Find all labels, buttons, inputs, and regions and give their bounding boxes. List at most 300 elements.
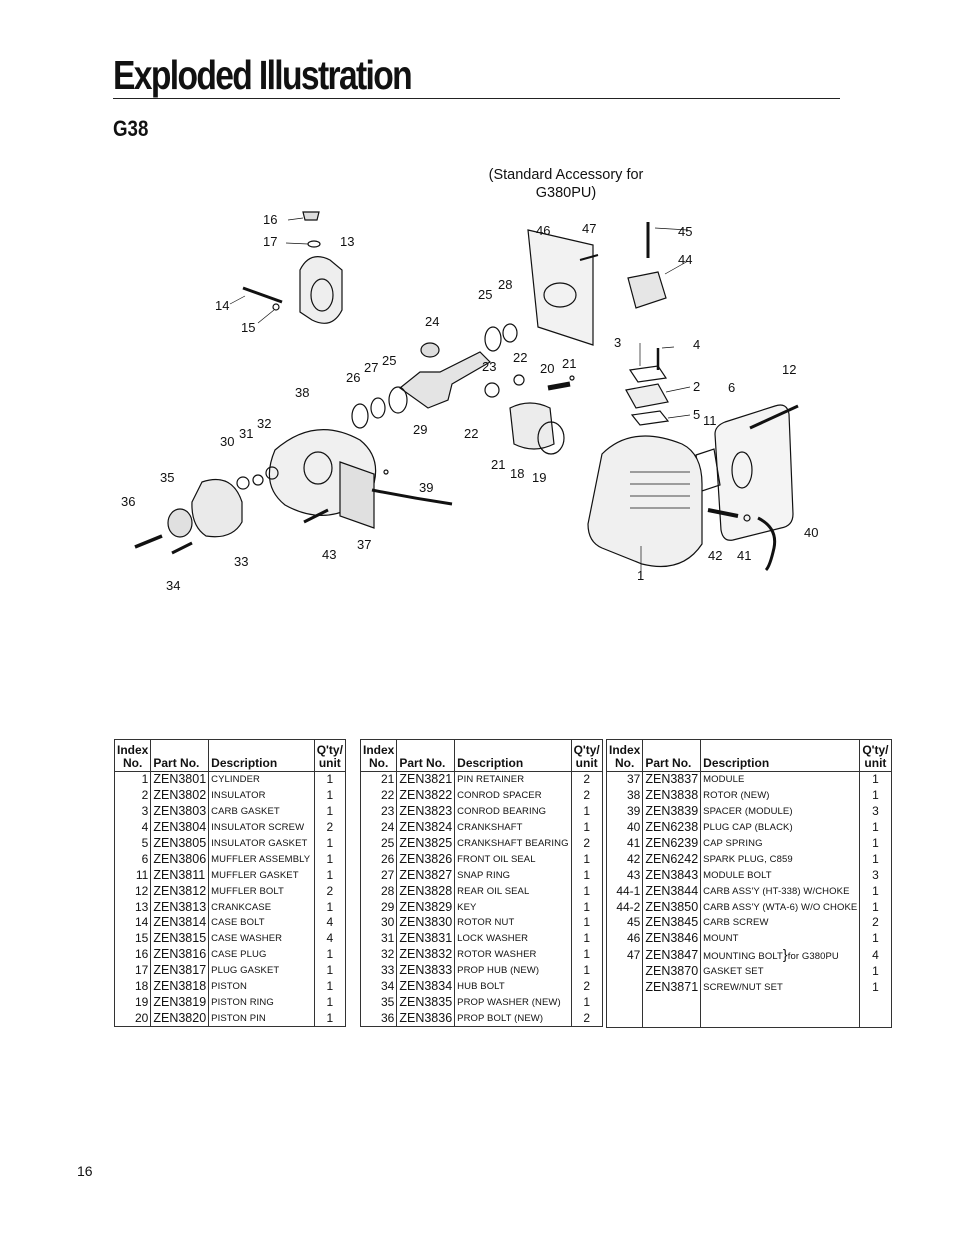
callout-30: 30 (220, 434, 235, 449)
callout-22-bottom: 22 (464, 426, 479, 441)
description-cell: CRANKSHAFT (455, 820, 571, 836)
crankcase-part (300, 257, 342, 324)
description-cell: SPACER (MODULE) (701, 804, 860, 820)
part-no-cell: ZEN3817 (151, 963, 209, 979)
g380pu-note: for G380PU (787, 950, 839, 962)
part-no-cell: ZEN3824 (397, 820, 455, 836)
conrod-spacer-part (514, 375, 524, 385)
index-cell: 43 (626, 867, 641, 882)
index-cell: 47 (626, 947, 641, 962)
description-cell: SPARK PLUG, C859 (701, 851, 860, 867)
description-cell: PROP BOLT (NEW) (455, 1010, 571, 1026)
qty-cell (860, 996, 891, 1012)
qty-cell: 1 (860, 851, 891, 867)
description-cell: CAP SPRING (701, 836, 860, 852)
table-row (607, 1011, 892, 1027)
description-cell: MODULE (701, 772, 860, 788)
description-cell: PISTON (209, 979, 314, 995)
callout-26: 26 (346, 370, 361, 385)
header-index: Index No. (607, 740, 643, 772)
part-no-cell: ZEN3802 (151, 788, 209, 804)
qty-cell: 1 (571, 804, 602, 820)
prop-hub-part (192, 480, 242, 537)
table-row (607, 883, 892, 899)
description-cell: PROP WASHER (NEW) (455, 994, 571, 1010)
index-cell: 2 (141, 788, 149, 803)
description-cell: HUB BOLT (455, 979, 571, 995)
callout-3: 3 (614, 335, 622, 350)
table-row (361, 804, 603, 820)
crankshaft-bearing-front-part (389, 387, 407, 413)
qty-cell: 4 (314, 931, 345, 947)
qty-cell: 4 (860, 947, 891, 964)
mount-part (528, 230, 593, 345)
part-no-cell: ZEN3828 (397, 883, 455, 899)
index-cell: 19 (134, 994, 149, 1009)
callout-42: 42 (708, 548, 723, 563)
qty-cell: 1 (571, 899, 602, 915)
conrod-bearing-part (485, 383, 499, 397)
qty-cell: 3 (860, 804, 891, 820)
part-no-cell: ZEN3815 (151, 931, 209, 947)
qty-cell: 1 (571, 915, 602, 931)
description-cell: MOUNT (701, 931, 860, 947)
qty-cell: 1 (860, 820, 891, 836)
part-no-cell (643, 996, 701, 1012)
callout-44: 44 (678, 252, 693, 267)
part-no-cell: ZEN3816 (151, 947, 209, 963)
part-no-cell: ZEN3812 (151, 883, 209, 899)
part-no-cell: ZEN3818 (151, 979, 209, 995)
qty-cell: 1 (860, 788, 891, 804)
callout-29: 29 (413, 422, 428, 437)
case-plug-part (303, 212, 319, 220)
qty-cell: 1 (314, 851, 345, 867)
carb-gasket-part (630, 366, 666, 382)
description-cell (701, 996, 860, 1012)
description-cell: CRANKSHAFT BEARING (455, 836, 571, 852)
index-cell (607, 980, 643, 996)
index-cell: 16 (134, 947, 149, 962)
callout-23: 23 (482, 359, 497, 374)
header-qty: Q'ty/ unit (571, 740, 602, 772)
description-cell: PLUG CAP (BLACK) (701, 820, 860, 836)
callout-33: 33 (234, 554, 249, 569)
crankshaft-part (400, 352, 490, 408)
table-row (361, 931, 603, 947)
description-cell: CASE WASHER (209, 931, 314, 947)
part-no-cell: ZEN3870 (643, 964, 701, 980)
callout-39: 39 (419, 480, 434, 495)
carburetor-part (628, 272, 666, 308)
part-no-cell: ZEN3838 (643, 788, 701, 804)
callout-21-top: 21 (562, 356, 577, 371)
cylinder-part (588, 436, 702, 567)
qty-cell: 2 (571, 979, 602, 995)
part-no-cell: ZEN3819 (151, 994, 209, 1010)
callout-43: 43 (322, 547, 337, 562)
table-row (607, 899, 892, 915)
callout-47: 47 (582, 221, 597, 236)
index-cell: 21 (380, 772, 395, 787)
table-row (607, 804, 892, 820)
qty-cell: 1 (860, 883, 891, 899)
table-row (361, 772, 603, 788)
callout-38: 38 (295, 385, 310, 400)
index-cell: 5 (141, 836, 149, 850)
part-no-cell: ZEN3825 (397, 836, 455, 852)
part-no-cell (643, 1011, 701, 1027)
table-row (361, 883, 603, 899)
index-cell (607, 964, 643, 980)
table-row (361, 915, 603, 931)
qty-cell: 1 (314, 947, 345, 963)
part-no-cell: ZEN3844 (643, 883, 701, 899)
index-cell: 28 (380, 883, 395, 898)
qty-cell (860, 1011, 891, 1027)
qty-cell: 1 (571, 931, 602, 947)
callout-4: 4 (693, 337, 701, 352)
table-row (115, 788, 346, 804)
index-cell: 33 (380, 963, 395, 978)
table-row (361, 947, 603, 963)
description-cell: SCREW/NUT SET (701, 980, 860, 996)
description-cell: PISTON RING (209, 994, 314, 1010)
callout-15: 15 (241, 320, 256, 335)
rear-oil-seal-part (503, 324, 517, 342)
index-cell: 18 (134, 979, 149, 994)
table-row (115, 947, 346, 963)
pin-retainer-part (570, 376, 574, 380)
parts-table-3 (606, 739, 892, 1028)
qty-cell: 1 (860, 772, 891, 788)
table-row (361, 994, 603, 1010)
callout-25-front: 25 (382, 353, 397, 368)
table-row (115, 867, 346, 883)
qty-cell: 3 (860, 867, 891, 883)
description-cell: KEY (455, 899, 571, 915)
index-cell: 36 (380, 1010, 395, 1025)
model-heading: G38 (113, 116, 149, 141)
index-cell: 1 (141, 772, 149, 787)
part-no-cell: ZEN3832 (397, 947, 455, 963)
qty-cell: 2 (571, 772, 602, 788)
module-part (340, 462, 374, 528)
description-cell: CARB ASS'Y (HT-338) W/CHOKE (701, 883, 860, 899)
index-cell: 12 (134, 883, 149, 898)
index-cell: 34 (380, 979, 395, 994)
description-cell: CARB SCREW (701, 915, 860, 931)
index-cell: 22 (380, 788, 395, 803)
index-cell: 35 (380, 994, 395, 1009)
case-bolt-part (243, 288, 282, 302)
callout-28: 28 (498, 277, 513, 292)
table-row (361, 979, 603, 995)
qty-cell: 2 (571, 836, 602, 852)
description-cell: SNAP RING (455, 867, 571, 883)
table-row (361, 867, 603, 883)
index-cell: 11 (135, 867, 149, 882)
qty-cell: 2 (860, 915, 891, 931)
index-cell: 31 (380, 931, 395, 946)
header-description: Description (209, 740, 314, 772)
description-cell: CONROD BEARING (455, 804, 571, 820)
description-cell: ROTOR (NEW) (701, 788, 860, 804)
table-row (115, 931, 346, 947)
table-row (607, 867, 892, 883)
table-row (607, 851, 892, 867)
description-cell: CRANKCASE (209, 899, 314, 915)
part-no-cell: ZEN3839 (643, 804, 701, 820)
part-no-cell: ZEN3843 (643, 867, 701, 883)
part-no-cell: ZEN3804 (151, 820, 209, 836)
index-cell: 4 (141, 820, 149, 835)
index-cell: 44-2 (616, 899, 641, 914)
part-no-cell: ZEN3829 (397, 899, 455, 915)
case-washer-part (273, 304, 279, 310)
table-row (361, 1010, 603, 1026)
callout-34: 34 (166, 578, 181, 593)
qty-cell: 1 (860, 964, 891, 980)
parts-table-1 (114, 739, 346, 1027)
qty-cell: 1 (314, 867, 345, 883)
part-no-cell: ZEN3822 (397, 788, 455, 804)
part-no-cell: ZEN3847 (643, 947, 701, 964)
description-cell: ROTOR NUT (455, 915, 571, 931)
index-cell: 15 (134, 931, 149, 946)
qty-cell: 1 (314, 772, 345, 788)
description-cell: REAR OIL SEAL (455, 883, 571, 899)
part-no-cell: ZEN3837 (643, 772, 701, 788)
table-row (361, 788, 603, 804)
callout-18: 18 (510, 466, 525, 481)
insulator-part (626, 384, 668, 408)
callout-5: 5 (693, 407, 701, 422)
prop-bolt-part (135, 536, 162, 547)
callout-2: 2 (693, 379, 701, 394)
qty-cell: 1 (314, 1010, 345, 1026)
description-cell: MUFFLER BOLT (209, 883, 314, 899)
header-part-no: Part No. (151, 740, 209, 772)
part-no-cell: ZEN6239 (643, 836, 701, 852)
description-cell (701, 1011, 860, 1027)
qty-cell: 1 (314, 804, 345, 820)
header-description: Description (701, 740, 860, 772)
description-cell: PISTON PIN (209, 1010, 314, 1026)
table-row (115, 772, 346, 788)
index-cell: 32 (380, 947, 395, 962)
index-cell: 17 (134, 963, 149, 978)
table-row (361, 851, 603, 867)
part-no-cell: ZEN3811 (151, 867, 209, 883)
table-row (607, 788, 892, 804)
callout-32: 32 (257, 416, 272, 431)
qty-cell: 1 (314, 899, 345, 915)
front-oil-seal-part (352, 404, 368, 428)
description-cell: PROP HUB (NEW) (455, 963, 571, 979)
table-row (607, 996, 892, 1012)
piston-pin-part (548, 384, 570, 388)
callout-37: 37 (357, 537, 372, 552)
table-row (115, 851, 346, 867)
qty-cell: 4 (314, 915, 345, 931)
table-row (361, 963, 603, 979)
prop-washer-part (168, 509, 192, 537)
callout-27: 27 (364, 360, 379, 375)
index-cell: 45 (626, 915, 641, 930)
part-no-cell: ZEN3820 (151, 1010, 209, 1026)
callout-31: 31 (239, 426, 254, 441)
qty-cell: 1 (860, 899, 891, 915)
callout-20: 20 (540, 361, 555, 376)
index-cell (607, 996, 643, 1012)
brace-symbol: } (782, 945, 788, 962)
callout-16: 16 (263, 212, 278, 227)
part-no-cell: ZEN3814 (151, 915, 209, 931)
table-row (115, 820, 346, 836)
header-index: Index No. (361, 740, 397, 772)
table-row (115, 836, 346, 852)
table-row (115, 963, 346, 979)
table-row (115, 915, 346, 931)
qty-cell: 1 (571, 947, 602, 963)
qty-cell: 2 (314, 820, 345, 836)
description-cell: MOUNTING BOLT}for G380PU (701, 947, 860, 964)
part-no-cell: ZEN3801 (151, 772, 209, 788)
callout-11: 11 (703, 413, 717, 428)
table-row (607, 964, 892, 980)
lock-washer-part (253, 475, 263, 485)
callout-17: 17 (263, 234, 278, 249)
index-cell: 26 (380, 851, 395, 866)
part-no-cell: ZEN3846 (643, 931, 701, 947)
part-no-cell: ZEN6238 (643, 820, 701, 836)
qty-cell: 1 (571, 867, 602, 883)
index-cell: 37 (626, 772, 641, 787)
part-no-cell: ZEN3823 (397, 804, 455, 820)
index-cell: 39 (626, 804, 641, 819)
description-cell: CYLINDER (209, 772, 314, 788)
index-cell: 41 (626, 836, 641, 850)
description-cell: INSULATOR (209, 788, 314, 804)
qty-cell: 1 (314, 963, 345, 979)
index-cell: 44-1 (616, 883, 641, 898)
crankshaft-bearing-part (485, 327, 501, 351)
table-row (607, 915, 892, 931)
module-spacer-part (384, 470, 388, 474)
part-no-cell: ZEN3821 (397, 772, 455, 788)
table-row (361, 836, 603, 852)
hub-bolt-part (172, 543, 192, 553)
index-cell: 38 (626, 788, 641, 803)
header-qty: Q'ty/ unit (314, 740, 345, 772)
callout-40: 40 (804, 525, 819, 540)
callout-25-rear: 25 (478, 287, 493, 302)
table-row (607, 931, 892, 947)
description-cell: INSULATOR GASKET (209, 836, 314, 852)
insulator-gasket-part (632, 411, 668, 425)
callout-24: 24 (425, 314, 440, 329)
table-row (361, 899, 603, 915)
table-row (115, 883, 346, 899)
callout-19: 19 (532, 470, 547, 485)
table-row (607, 947, 892, 964)
piston-part (510, 403, 554, 449)
part-no-cell: ZEN3833 (397, 963, 455, 979)
qty-cell: 1 (571, 820, 602, 836)
callout-35: 35 (160, 470, 175, 485)
part-no-cell: ZEN3826 (397, 851, 455, 867)
description-cell: INSULATOR SCREW (209, 820, 314, 836)
index-cell: 13 (134, 899, 149, 914)
qty-cell: 1 (314, 979, 345, 995)
table-row (607, 820, 892, 836)
snap-ring-part (371, 398, 385, 418)
index-cell: 14 (134, 915, 149, 930)
qty-cell: 1 (860, 980, 891, 996)
table-row (607, 836, 892, 852)
description-cell: CASE BOLT (209, 915, 314, 931)
callout-1: 1 (637, 568, 645, 583)
table-row (115, 899, 346, 915)
callout-12: 12 (782, 362, 797, 377)
description-cell: CARB GASKET (209, 804, 314, 820)
description-cell: MODULE BOLT (701, 867, 860, 883)
part-no-cell: ZEN3835 (397, 994, 455, 1010)
qty-cell: 1 (314, 836, 345, 852)
part-no-cell: ZEN3827 (397, 867, 455, 883)
index-cell: 24 (380, 820, 395, 835)
index-cell: 40 (626, 820, 641, 835)
table-row (115, 979, 346, 995)
part-no-cell: ZEN3836 (397, 1010, 455, 1026)
part-no-cell: ZEN3850 (643, 899, 701, 915)
part-no-cell: ZEN6242 (643, 851, 701, 867)
table-row (115, 1010, 346, 1026)
qty-cell: 1 (571, 963, 602, 979)
index-cell: 42 (626, 851, 641, 866)
description-cell: CASE PLUG (209, 947, 314, 963)
page-title: Exploded Illustration (113, 52, 412, 98)
part-no-cell: ZEN3845 (643, 915, 701, 931)
qty-cell: 1 (571, 851, 602, 867)
header-part-no: Part No. (643, 740, 701, 772)
description-cell: PLUG GASKET (209, 963, 314, 979)
header-qty: Q'ty/ unit (860, 740, 891, 772)
table-row (607, 772, 892, 788)
part-no-cell: ZEN3803 (151, 804, 209, 820)
plug-gasket-part (308, 241, 320, 247)
qty-cell: 1 (571, 994, 602, 1010)
index-cell: 23 (380, 804, 395, 819)
qty-cell: 1 (314, 788, 345, 804)
description-cell: CONROD SPACER (455, 788, 571, 804)
title-rule (113, 98, 840, 99)
description-cell: GASKET SET (701, 964, 860, 980)
part-no-cell: ZEN3831 (397, 931, 455, 947)
part-no-cell: ZEN3834 (397, 979, 455, 995)
callout-41: 41 (737, 548, 752, 563)
index-cell: 25 (380, 836, 395, 850)
index-cell: 6 (141, 851, 149, 866)
index-cell: 27 (380, 867, 395, 882)
description-cell: ROTOR WASHER (455, 947, 571, 963)
exploded-parts-diagram (110, 200, 830, 600)
page-number: 16 (77, 1163, 93, 1179)
callout-22-top: 22 (513, 350, 528, 365)
description-cell: FRONT OIL SEAL (455, 851, 571, 867)
qty-cell: 1 (860, 836, 891, 852)
